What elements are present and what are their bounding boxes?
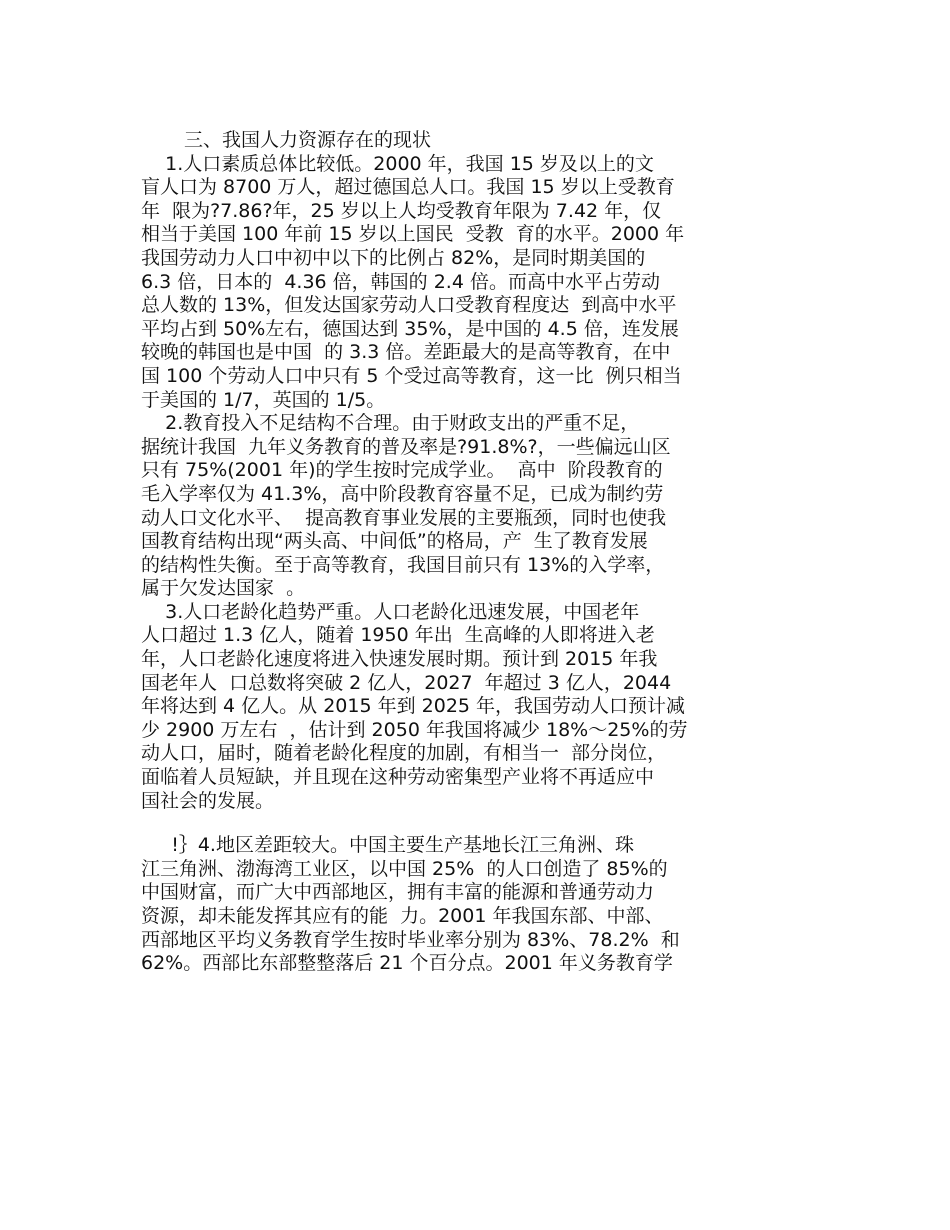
paragraph-line: 年将达到 4 亿人。从 2015 年到 2025 年，我国劳动人口预计减 <box>141 695 686 718</box>
paragraph-line: 国老年人 口总数将突破 2 亿人，2027 年超过 3 亿人，2044 <box>141 671 672 694</box>
paragraph-line: 据统计我国 九年义务教育的普及率是?91.8%?，一些偏远山区 <box>141 435 671 458</box>
paragraph-line: 人口超过 1.3 亿人，随着 1950 年出 生高峰的人即将进入老 <box>141 624 655 647</box>
paragraph-line: 西部地区平均义务教育学生按时毕业率分别为 83%、78.2% 和 <box>141 928 680 951</box>
paragraph-line: 相当于美国 100 年前 15 岁以上国民 受教 育的水平。2000 年 <box>141 223 685 246</box>
paragraph-2 <box>141 412 743 601</box>
paragraph-line: 国 100 个劳动人口中只有 5 个受过高等教育，这一比 例只相当 <box>141 364 682 387</box>
paragraph-line: 的结构性失衡。至于高等教育，我国目前只有 13%的入学率， <box>141 553 665 576</box>
paragraph-line: 平均占到 50%左右，德国达到 35%，是中国的 4.5 倍，连发展 <box>141 317 679 340</box>
paragraph-line: 动人口文化水平、 提高教育事业发展的主要瓶颈，同时也使我 <box>141 506 667 529</box>
paragraph-line: 盲人口为 8700 万人，超过德国总人口。我国 15 岁以上受教育 <box>141 176 675 199</box>
paragraph-spacer <box>141 813 743 834</box>
paragraph-line: 于美国的 1/7，英国的 1/5。 <box>141 388 386 411</box>
paragraph-line: 江三角洲、渤海湾工业区，以中国 25% 的人口创造了 85%的 <box>141 857 668 880</box>
paragraph-line: 2.教育投入不足结构不合理。由于财政支出的严重不足， <box>141 412 640 435</box>
paragraph-line: 较晚的韩国也是中国 的 3.3 倍。差距最大的是高等教育，在中 <box>141 341 671 364</box>
paragraph-line: !｝4.地区差距较大。中国主要生产基地长江三角洲、珠 <box>141 834 634 857</box>
paragraph-4 <box>141 834 743 976</box>
paragraph-line: 毛入学率仅为 41.3%，高中阶段教育容量不足，已成为制约劳 <box>141 482 664 505</box>
paragraph-line: 只有 75%(2001 年)的学生按时完成学业。 高中 阶段教育的 <box>141 459 663 482</box>
paragraph-line: 1.人口素质总体比较低。2000 年，我国 15 岁及以上的文 <box>141 152 654 175</box>
paragraph-line: 动人口，届时，随着老龄化程度的加剧，有相当一 部分岗位， <box>141 742 667 765</box>
paragraph-line: 中国财富，而广大中西部地区，拥有丰富的能源和普通劳动力 <box>141 881 655 904</box>
section-heading: 三、我国人力资源存在的现状 <box>184 129 432 151</box>
paragraph-line: 国社会的发展。 <box>141 789 275 812</box>
paragraph-1 <box>141 153 743 413</box>
paragraph-line: 年，人口老龄化速度将进入快速发展时期。预计到 2015 年我 <box>141 648 658 671</box>
paragraph-line: 我国劳动力人口中初中以下的比例占 82%，是同时期美国的 <box>141 246 646 269</box>
paragraph-line: 6.3 倍，日本的 4.36 倍，韩国的 2.4 倍。而高中水平占劳动 <box>141 270 660 293</box>
paragraph-line: 面临着人员短缺，并且现在这种劳动密集型产业将不再适应中 <box>141 766 655 789</box>
paragraph-line: 3.人口老龄化趋势严重。人口老龄化迅速发展，中国老年 <box>141 600 640 623</box>
paragraph-line: 属于欠发达国家 。 <box>141 577 306 600</box>
paragraph-3 <box>141 601 743 813</box>
paragraph-line: 62%。西部比东部整整落后 21 个百分点。2001 年义务教育学 <box>141 952 673 975</box>
paragraph-line: 国教育结构出现“两头高、中间低”的格局，产 生了教育发展 <box>141 530 648 553</box>
document-body <box>141 129 743 976</box>
paragraph-line: 资源，却未能发挥其应有的能 力。2001 年我国东部、中部、 <box>141 905 664 927</box>
paragraph-line: 总人数的 13%，但发达国家劳动人口受教育程度达 到高中水平 <box>141 294 677 317</box>
paragraph-line: 少 2900 万左右 ，估计到 2050 年我国将减少 18%～25%的劳 <box>141 718 688 741</box>
paragraph-line: 年 限为?7.86?年，25 岁以上人均受教育年限为 7.42 年，仅 <box>141 199 662 222</box>
